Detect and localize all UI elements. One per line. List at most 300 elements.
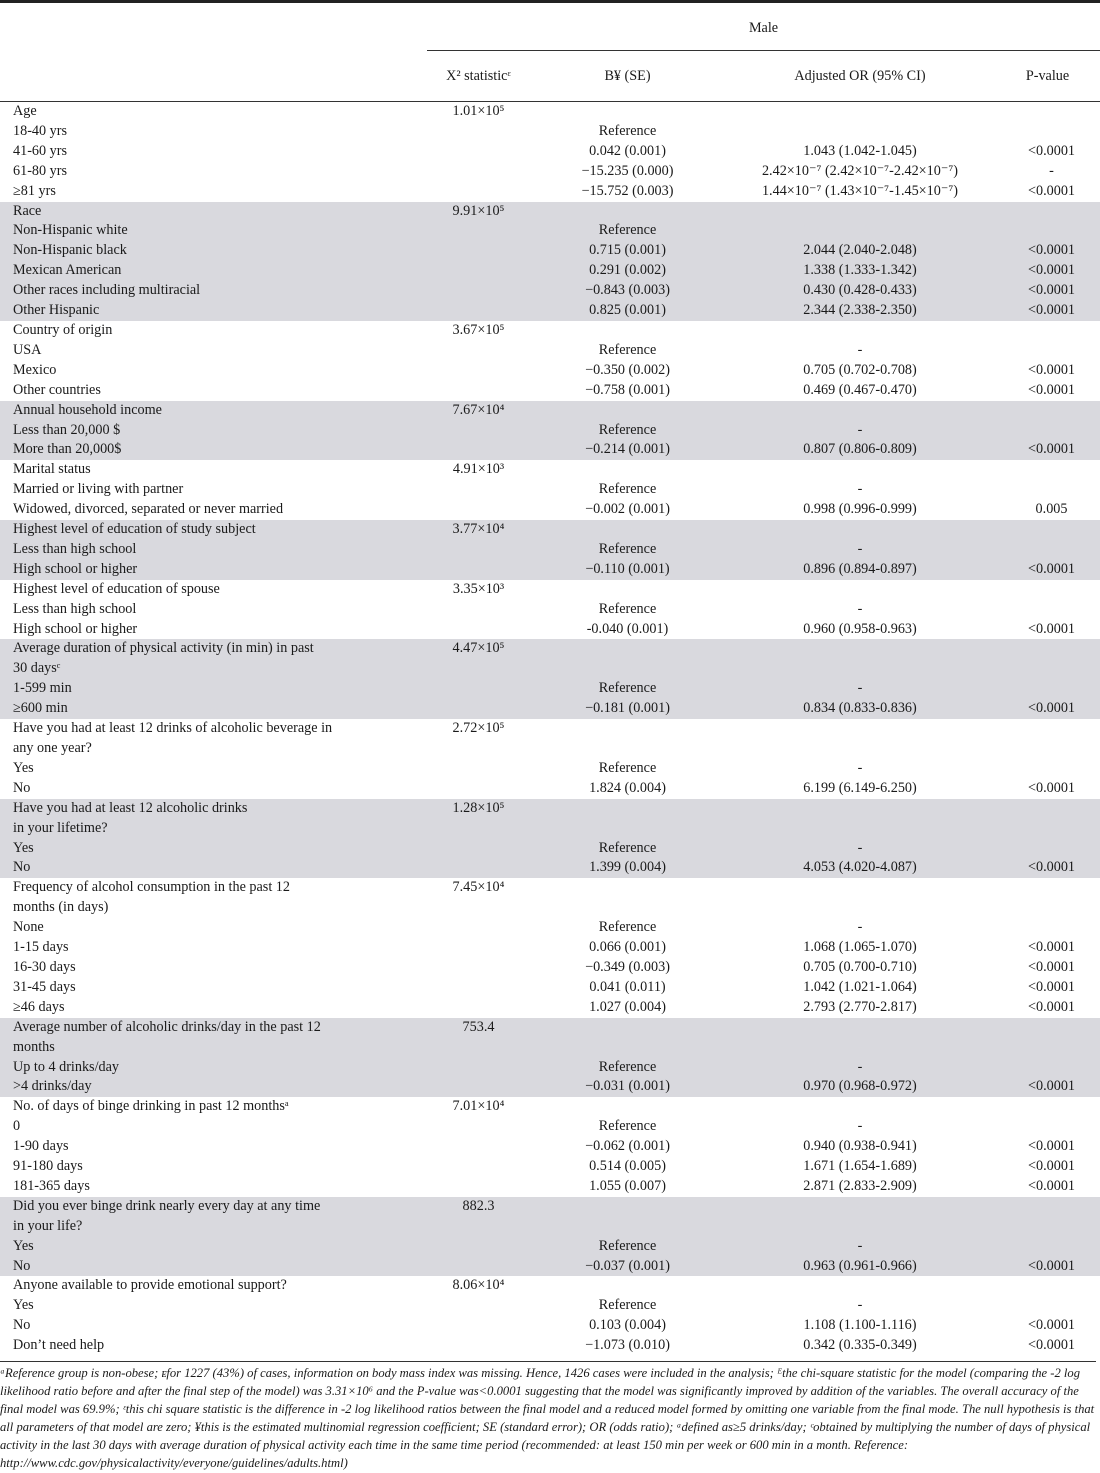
variable-name <box>0 202 427 222</box>
empty-cell <box>427 858 530 878</box>
empty-cell <box>427 182 530 202</box>
table-row <box>0 1058 1100 1078</box>
empty-cell <box>427 241 530 261</box>
chi-square-value: 4.91×10³ <box>452 461 505 478</box>
empty-cell <box>725 401 995 421</box>
coefficient-value: −0.062 (0.001) <box>585 1138 670 1155</box>
odds-ratio-value: 2.871 (2.833-2.909) <box>803 1177 917 1194</box>
empty-cell <box>530 202 725 222</box>
coefficient-value: −0.349 (0.003) <box>585 958 670 975</box>
p-value <box>995 480 1100 500</box>
variable-name-line: in your lifetime? <box>13 819 108 836</box>
coefficient-value: −0.758 (0.001) <box>585 381 670 398</box>
table-row <box>0 858 1100 878</box>
category-label: Up to 4 drinks/day <box>0 1058 427 1078</box>
p-value: <0.0001 <box>1028 978 1076 995</box>
p-value: <0.0001 <box>1028 998 1076 1015</box>
odds-ratio-value: - <box>857 759 863 776</box>
category-label: Yes <box>0 839 427 859</box>
variable-name-line: Have you had at least 12 drinks of alcoholic beverage in <box>13 720 333 737</box>
odds-ratio-value: 0.998 (0.996-0.999) <box>803 501 917 518</box>
odds-ratio-value: 1.068 (1.065-1.070) <box>803 939 917 956</box>
empty-cell <box>530 401 725 421</box>
variable-name <box>0 1097 427 1117</box>
p-value: - <box>1049 162 1054 179</box>
table-row <box>0 440 1100 460</box>
empty-cell <box>995 520 1100 540</box>
odds-ratio-value: - <box>857 481 863 498</box>
empty-cell <box>427 480 530 500</box>
variable-name <box>0 799 427 839</box>
empty-cell <box>427 1257 530 1277</box>
table-row <box>0 839 1100 859</box>
empty-cell <box>530 520 725 540</box>
p-value: <0.0001 <box>1028 182 1076 199</box>
chi-square-value: 753.4 <box>427 1018 530 1058</box>
p-value: <0.0001 <box>995 261 1100 281</box>
table-row <box>0 998 1100 1018</box>
odds-ratio-value: 4.053 (4.020-4.087) <box>725 858 995 878</box>
category-label: Yes <box>0 1237 427 1257</box>
category-label: ≥600 min <box>0 699 427 719</box>
empty-cell <box>530 102 725 122</box>
empty-cell <box>725 1276 995 1296</box>
coefficient-value: −15.752 (0.003) <box>581 182 674 199</box>
coefficient-value: −0.843 (0.003) <box>530 281 725 301</box>
p-value <box>995 679 1100 699</box>
category-label: Mexico <box>13 361 57 378</box>
odds-ratio-value: 0.940 (0.938-0.941) <box>803 1138 917 1155</box>
empty-cell <box>427 1058 530 1078</box>
table-row <box>0 381 1100 401</box>
p-value: <0.0001 <box>1028 361 1076 378</box>
empty-cell <box>530 1018 725 1058</box>
table-row <box>0 182 1100 202</box>
empty-cell <box>995 580 1100 600</box>
regression-table <box>0 6 1100 1356</box>
category-label: High school or higher <box>0 560 427 580</box>
category-label: Non-Hispanic black <box>0 241 427 261</box>
coefficient-value: Reference <box>530 679 725 699</box>
variable-header-row <box>0 102 1100 122</box>
odds-ratio-value: 1.042 (1.021-1.064) <box>803 978 917 995</box>
variable-header-row <box>0 520 1100 540</box>
coefficient-value: 0.514 (0.005) <box>589 1158 666 1175</box>
table-row <box>0 341 1100 361</box>
odds-ratio-value: - <box>857 1118 863 1135</box>
empty-cell <box>725 1018 995 1058</box>
coefficient-value: 1.824 (0.004) <box>589 779 666 796</box>
odds-ratio-value: - <box>857 341 863 358</box>
variable-name-line: Frequency of alcohol consumption in the past 12 <box>13 879 290 896</box>
empty-cell <box>427 600 530 620</box>
category-label: 1-599 min <box>0 679 427 699</box>
column-header-row <box>0 51 1100 102</box>
category-label: 41-60 yrs <box>13 142 67 159</box>
table-row <box>0 540 1100 560</box>
odds-ratio-value: 0.970 (0.968-0.972) <box>725 1077 995 1097</box>
empty-cell <box>427 1137 530 1157</box>
odds-ratio-value <box>725 122 995 142</box>
empty-header-cell <box>0 6 427 51</box>
chi-square-value: 8.06×10⁴ <box>452 1277 505 1294</box>
odds-ratio-value: 0.469 (0.467-0.470) <box>803 381 917 398</box>
odds-ratio-value: 0.807 (0.806-0.809) <box>725 440 995 460</box>
category-label: Less than high school <box>0 540 427 560</box>
p-value: <0.0001 <box>995 301 1100 321</box>
p-value <box>995 839 1100 859</box>
p-value <box>995 421 1100 441</box>
empty-cell <box>427 1117 530 1137</box>
variable-header-row <box>0 639 1100 679</box>
coefficient-value: −0.350 (0.002) <box>585 361 670 378</box>
empty-cell <box>427 759 530 779</box>
empty-cell <box>530 321 725 341</box>
empty-cell <box>725 460 995 480</box>
coefficient-value: Reference <box>598 481 657 498</box>
empty-cell <box>725 878 995 918</box>
variable-header-row <box>0 719 1100 759</box>
odds-ratio-value: 1.671 (1.654-1.689) <box>803 1158 917 1175</box>
category-label: 181-365 days <box>13 1177 90 1194</box>
odds-ratio-value: 0.705 (0.702-0.708) <box>803 361 917 378</box>
empty-cell <box>725 520 995 540</box>
variable-header-row <box>0 1197 1100 1237</box>
table-row <box>0 978 1100 998</box>
empty-cell <box>427 620 530 640</box>
chi-square-value: 7.01×10⁴ <box>452 1098 505 1115</box>
variable-name <box>0 1197 427 1237</box>
variable-name <box>0 321 427 341</box>
variable-name-line: No. of days of binge drinking in past 12 monthsᵃ <box>13 1098 289 1115</box>
odds-ratio-value: 1.043 (1.042-1.045) <box>803 142 917 159</box>
category-label: No <box>13 1317 31 1334</box>
empty-cell <box>995 202 1100 222</box>
table-row <box>0 142 1100 162</box>
chi-square-value: 3.77×10⁴ <box>427 520 530 540</box>
odds-ratio-value: - <box>725 839 995 859</box>
p-value: <0.0001 <box>995 858 1100 878</box>
empty-cell <box>995 799 1100 839</box>
chi-square-value: 882.3 <box>427 1197 530 1237</box>
odds-ratio-value: 0.705 (0.700-0.710) <box>803 958 917 975</box>
p-value <box>995 221 1100 241</box>
category-label: 31-45 days <box>13 978 76 995</box>
odds-ratio-value: 0.896 (0.894-0.897) <box>725 560 995 580</box>
table-row <box>0 958 1100 978</box>
empty-cell <box>530 639 725 679</box>
coefficient-value: −15.235 (0.000) <box>581 162 674 179</box>
odds-ratio-value: 1.338 (1.333-1.342) <box>725 261 995 281</box>
odds-ratio-value: - <box>725 679 995 699</box>
table-row <box>0 679 1100 699</box>
empty-cell <box>530 460 725 480</box>
p-value <box>995 1237 1100 1257</box>
table-row <box>0 241 1100 261</box>
coefficient-value: −0.037 (0.001) <box>530 1257 725 1277</box>
p-value: <0.0001 <box>1028 620 1076 637</box>
p-value <box>995 122 1100 142</box>
table-row <box>0 301 1100 321</box>
coefficient-value: −0.110 (0.001) <box>530 560 725 580</box>
variable-name <box>0 719 427 759</box>
chi-square-value: 7.45×10⁴ <box>452 879 505 896</box>
p-value: <0.0001 <box>1028 1158 1076 1175</box>
table-row <box>0 1077 1100 1097</box>
coefficient-value: −0.002 (0.001) <box>585 501 670 518</box>
variable-header-row <box>0 401 1100 421</box>
coefficient-value: Reference <box>530 221 725 241</box>
p-value <box>995 1296 1100 1316</box>
category-label: ≥46 days <box>13 998 65 1015</box>
category-label: More than 20,000$ <box>0 440 427 460</box>
empty-cell <box>995 719 1100 759</box>
empty-cell <box>427 1157 530 1177</box>
odds-ratio-value <box>725 221 995 241</box>
variable-header-row <box>0 1018 1100 1058</box>
table-row <box>0 1237 1100 1257</box>
table-row <box>0 480 1100 500</box>
coefficient-value: −0.181 (0.001) <box>530 699 725 719</box>
chi-square-value: 2.72×10⁵ <box>452 720 505 737</box>
coefficient-value: 0.715 (0.001) <box>530 241 725 261</box>
empty-cell <box>427 221 530 241</box>
variable-name <box>0 878 427 918</box>
odds-ratio-value: 2.344 (2.338-2.350) <box>725 301 995 321</box>
empty-cell <box>427 281 530 301</box>
odds-ratio-value: 1.108 (1.100-1.116) <box>803 1317 917 1334</box>
coefficient-value: −0.031 (0.001) <box>530 1077 725 1097</box>
coefficient-value: Reference <box>598 341 657 358</box>
category-label: Yes <box>13 1297 34 1314</box>
empty-cell <box>427 699 530 719</box>
variable-header-row <box>0 202 1100 222</box>
table-row <box>0 1257 1100 1277</box>
chi-square-column-header: X² statisticᵋ <box>427 51 530 102</box>
category-label: Widowed, divorced, separated or never married <box>13 501 284 518</box>
empty-cell <box>427 1336 530 1356</box>
odds-ratio-value: - <box>725 421 995 441</box>
table-row <box>0 1296 1100 1316</box>
variable-name-line: Highest level of education of spouse <box>13 580 220 597</box>
category-label: Other races including multiracial <box>0 281 427 301</box>
empty-cell <box>427 261 530 281</box>
odds-ratio-value: 0.963 (0.961-0.966) <box>725 1257 995 1277</box>
empty-cell <box>427 301 530 321</box>
table-row <box>0 699 1100 719</box>
empty-cell <box>725 639 995 679</box>
category-label: Married or living with partner <box>13 481 184 498</box>
category-label: Non-Hispanic white <box>0 221 427 241</box>
empty-cell <box>995 1097 1100 1117</box>
variable-name-line: Age <box>13 103 37 119</box>
variable-name <box>0 102 427 122</box>
empty-cell <box>427 779 530 799</box>
empty-cell <box>427 1296 530 1316</box>
table-row <box>0 162 1100 182</box>
p-value <box>995 1117 1100 1137</box>
empty-cell <box>530 799 725 839</box>
coefficient-value: −1.073 (0.010) <box>585 1337 670 1354</box>
table-row <box>0 620 1100 640</box>
coefficient-value: Reference <box>530 1237 725 1257</box>
empty-cell <box>725 1097 995 1117</box>
empty-cell <box>725 580 995 600</box>
empty-cell <box>427 162 530 182</box>
category-label: 18-40 yrs <box>13 122 67 139</box>
chi-square-value: 4.47×10⁵ <box>427 639 530 679</box>
table-row <box>0 421 1100 441</box>
empty-cell <box>725 719 995 759</box>
category-label: USA <box>13 341 42 358</box>
empty-cell <box>427 361 530 381</box>
category-label: Mexican American <box>0 261 427 281</box>
odds-ratio-value: 6.199 (6.149-6.250) <box>803 779 917 796</box>
coefficient-column-header: B¥ (SE) <box>530 51 725 102</box>
p-value: <0.0001 <box>1028 1317 1076 1334</box>
empty-cell <box>995 460 1100 480</box>
chi-square-value: 1.28×10⁵ <box>427 799 530 839</box>
empty-cell <box>427 560 530 580</box>
table-row <box>0 221 1100 241</box>
coefficient-value: 0.825 (0.001) <box>530 301 725 321</box>
odds-ratio-value: - <box>725 1237 995 1257</box>
chi-square-value: 3.67×10⁵ <box>452 321 505 338</box>
empty-cell <box>995 1197 1100 1237</box>
table-row <box>0 1157 1100 1177</box>
variable-name-line: Marital status <box>13 461 91 478</box>
empty-cell <box>530 1276 725 1296</box>
p-value <box>995 759 1100 779</box>
table-row <box>0 1137 1100 1157</box>
empty-cell <box>427 679 530 699</box>
p-value: <0.0001 <box>1028 1177 1076 1194</box>
variable-header-row <box>0 1276 1100 1296</box>
odds-ratio-value: 0.430 (0.428-0.433) <box>725 281 995 301</box>
coefficient-value: 1.027 (0.004) <box>589 998 666 1015</box>
variable-name <box>0 520 427 540</box>
category-label: Less than 20,000 $ <box>0 421 427 441</box>
p-value <box>995 540 1100 560</box>
coefficient-value: −0.214 (0.001) <box>530 440 725 460</box>
category-label: 61-80 yrs <box>13 162 67 179</box>
coefficient-value: 0.291 (0.002) <box>530 261 725 281</box>
category-label: 0 <box>13 1118 21 1135</box>
variable-name-line: Have you had at least 12 alcoholic drinks <box>13 799 248 816</box>
p-value <box>995 918 1100 938</box>
odds-ratio-value: 0.834 (0.833-0.836) <box>725 699 995 719</box>
chi-square-value: 1.01×10⁵ <box>452 103 505 119</box>
variable-name-line: Highest level of education of study subject <box>13 521 256 538</box>
coefficient-value: Reference <box>530 839 725 859</box>
empty-cell <box>427 1077 530 1097</box>
variable-header-row <box>0 321 1100 341</box>
empty-cell <box>427 540 530 560</box>
p-value: <0.0001 <box>1028 939 1076 956</box>
chi-square-value: 7.67×10⁴ <box>427 401 530 421</box>
coefficient-value: 0.103 (0.004) <box>589 1317 666 1334</box>
coefficient-value: Reference <box>598 919 657 936</box>
table-row <box>0 1177 1100 1197</box>
variable-header-row <box>0 580 1100 600</box>
p-value: <0.0001 <box>1028 958 1076 975</box>
variable-name-line: Average duration of physical activity (in min) in past <box>13 640 314 657</box>
variable-name-line: Did you ever binge drink nearly every day at any time <box>13 1197 321 1214</box>
p-value: <0.0001 <box>1028 142 1076 159</box>
empty-cell <box>427 839 530 859</box>
variable-name <box>0 639 427 679</box>
variable-name-line: Average number of alcoholic drinks/day in the past 12 <box>13 1018 321 1035</box>
empty-cell <box>995 401 1100 421</box>
group-header-row <box>0 6 1100 51</box>
p-value <box>995 341 1100 361</box>
category-label: No <box>0 858 427 878</box>
variable-name-line: 30 daysᶜ <box>13 660 61 677</box>
p-value: <0.0001 <box>995 281 1100 301</box>
variable-header-row <box>0 878 1100 918</box>
category-label: >4 drinks/day <box>0 1077 427 1097</box>
odds-ratio-value: - <box>857 1297 863 1314</box>
p-value: 0.005 <box>1035 501 1068 518</box>
empty-cell <box>427 341 530 361</box>
odds-ratio-value: 0.960 (0.958-0.963) <box>803 620 917 637</box>
empty-cell <box>530 1097 725 1117</box>
category-label: No <box>0 1257 427 1277</box>
empty-cell <box>725 102 995 122</box>
p-value: <0.0001 <box>995 560 1100 580</box>
odds-ratio-value: 2.044 (2.040-2.048) <box>725 241 995 261</box>
coefficient-value: Reference <box>530 1058 725 1078</box>
coefficient-value: Reference <box>598 600 657 617</box>
category-label: Other countries <box>13 381 101 398</box>
table-row <box>0 122 1100 142</box>
coefficient-value: 0.041 (0.011) <box>589 978 666 995</box>
empty-cell <box>427 1177 530 1197</box>
empty-cell <box>530 719 725 759</box>
empty-cell <box>427 938 530 958</box>
coefficient-value: Reference <box>598 1297 657 1314</box>
p-value <box>995 600 1100 620</box>
table-body <box>0 102 1100 1357</box>
variable-column-header <box>0 51 427 102</box>
category-label: Other Hispanic <box>0 301 427 321</box>
p-value: <0.0001 <box>995 241 1100 261</box>
variable-name <box>0 580 427 600</box>
empty-cell <box>530 1197 725 1237</box>
table-row <box>0 261 1100 281</box>
table-row <box>0 1316 1100 1336</box>
variable-name-line: months <box>13 1038 55 1055</box>
empty-cell <box>427 1316 530 1336</box>
empty-cell <box>530 878 725 918</box>
category-label: 91-180 days <box>13 1158 83 1175</box>
coefficient-value: 1.055 (0.007) <box>589 1177 666 1194</box>
variable-name <box>0 401 427 421</box>
empty-cell <box>995 1276 1100 1296</box>
variable-name-line: in your life? <box>13 1217 83 1234</box>
p-value-column-header: P-value <box>995 51 1100 102</box>
empty-cell <box>427 958 530 978</box>
empty-cell <box>427 421 530 441</box>
variable-header-row <box>0 799 1100 839</box>
coefficient-value: -0.040 (0.001) <box>586 620 669 637</box>
empty-cell <box>995 321 1100 341</box>
table-row <box>0 779 1100 799</box>
empty-cell <box>427 998 530 1018</box>
variable-name <box>0 1018 427 1058</box>
p-value <box>995 1058 1100 1078</box>
empty-cell <box>995 1018 1100 1058</box>
